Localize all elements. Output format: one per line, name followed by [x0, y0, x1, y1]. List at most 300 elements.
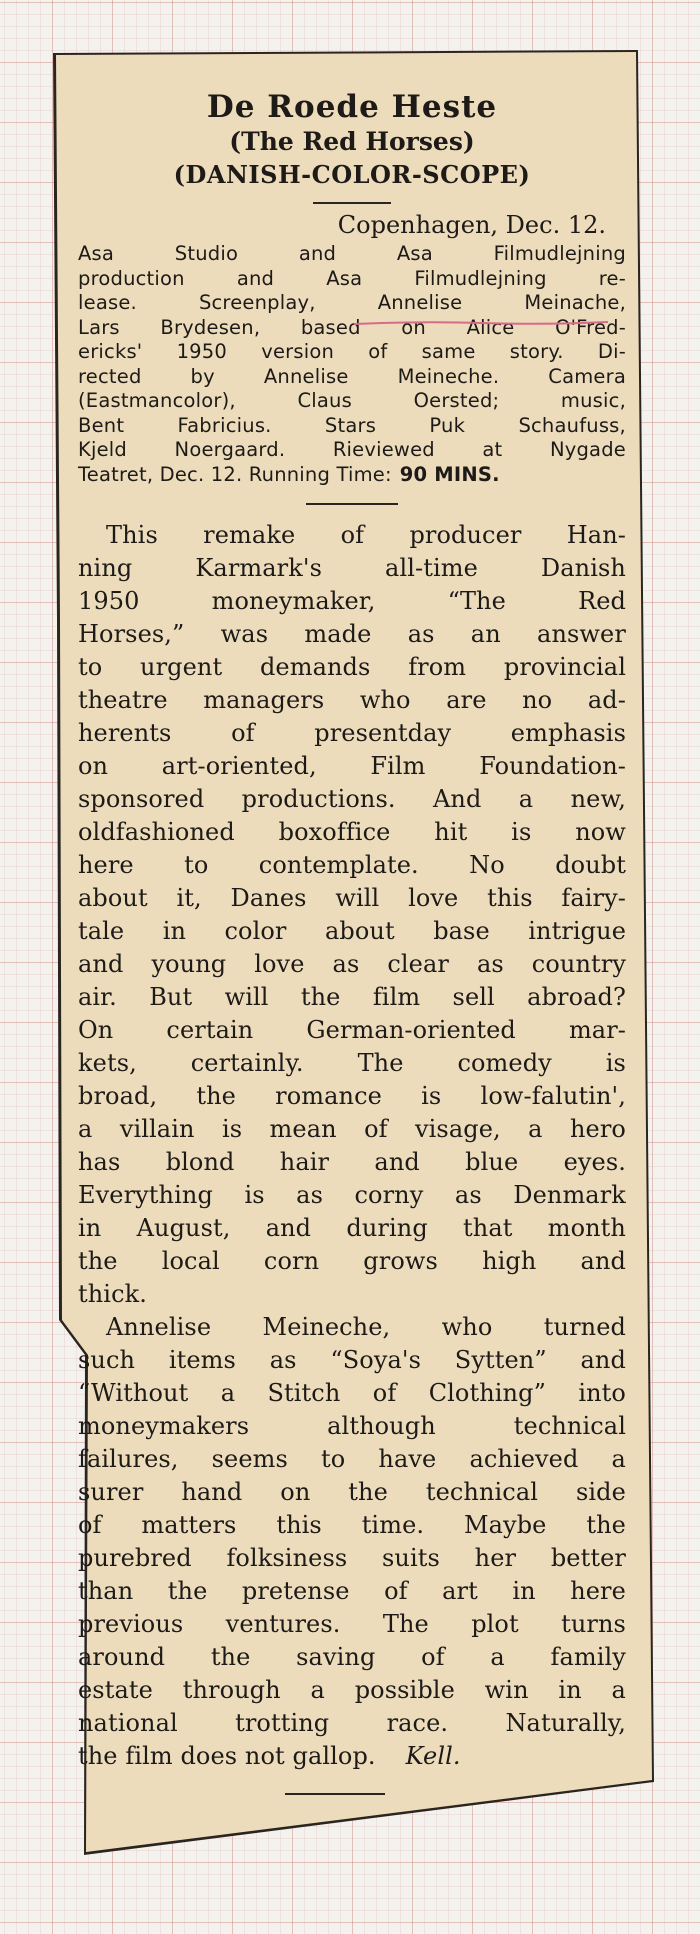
text-line	[78, 1542, 626, 1575]
word: the	[167, 1577, 208, 1605]
word: a	[611, 1445, 626, 1473]
word: side	[575, 1478, 626, 1506]
word: to	[78, 653, 103, 681]
word: of	[421, 1643, 445, 1671]
word: Film	[370, 752, 426, 780]
word: love	[408, 884, 459, 912]
word: Oersted;	[413, 389, 500, 412]
word: art-oriented,	[161, 752, 317, 780]
word: family	[550, 1643, 626, 1671]
word: urgent	[140, 653, 223, 681]
word: sponsored	[78, 785, 205, 813]
word: music,	[560, 389, 626, 412]
text-line	[78, 585, 626, 618]
word: doubt	[555, 851, 626, 879]
word: visage,	[415, 1115, 501, 1143]
word: into	[578, 1379, 626, 1407]
word: as	[332, 950, 360, 978]
word: Karmark's	[195, 554, 322, 582]
word: And	[432, 785, 482, 813]
text-line	[78, 1014, 626, 1047]
word: moneymaker,	[211, 587, 376, 615]
text-line	[78, 717, 626, 750]
text-line	[78, 783, 626, 816]
word: the	[586, 1511, 626, 1539]
word: suits	[382, 1544, 440, 1572]
word: boxoffice	[278, 818, 391, 846]
text-line	[78, 552, 626, 585]
word: has	[78, 1148, 121, 1176]
word: new,	[570, 785, 626, 813]
text-line	[78, 365, 626, 390]
word: Naturally,	[505, 1709, 626, 1737]
word: Filmudlejning	[414, 266, 547, 290]
text-line	[78, 1641, 626, 1674]
end-rule	[285, 1793, 385, 1795]
word: Clothing”	[428, 1379, 546, 1407]
word: Annelise	[263, 364, 349, 388]
word: all-time	[385, 554, 478, 582]
word: Meineche,	[262, 1313, 391, 1341]
word: have	[378, 1445, 437, 1473]
reviewer-signature: Kell.	[405, 1742, 461, 1770]
word: an	[470, 620, 501, 648]
word: emphasis	[510, 719, 626, 747]
word: production	[78, 266, 185, 290]
word: Brydesen,	[160, 315, 261, 339]
word: Meinache,	[524, 291, 626, 314]
word: comedy	[457, 1049, 552, 1077]
word: intrigue	[528, 917, 626, 945]
text-line	[78, 1575, 626, 1608]
word: of	[231, 719, 255, 747]
word: answer	[537, 620, 626, 648]
word: is	[421, 1082, 442, 1110]
text-line	[78, 948, 626, 981]
word: this	[487, 884, 533, 912]
word: low-falutin',	[480, 1082, 626, 1110]
word: now	[575, 818, 626, 846]
word: and	[265, 1214, 312, 1242]
word: about	[78, 884, 148, 912]
word: Alice	[466, 315, 515, 339]
headline-rule	[313, 202, 391, 204]
text-line	[78, 1113, 626, 1146]
word: and	[236, 266, 275, 290]
word: was	[220, 620, 269, 648]
text-line	[78, 816, 626, 849]
word: purebred	[78, 1544, 192, 1572]
word: tale	[78, 917, 125, 945]
text-line	[78, 1377, 626, 1410]
film-category: (DANISH-COLOR-SCOPE)	[173, 160, 531, 189]
word: on	[280, 1478, 311, 1506]
section-rule	[306, 503, 398, 505]
word: is	[244, 1181, 265, 1209]
word: No	[469, 851, 505, 879]
word: surer	[78, 1478, 144, 1506]
word: sell	[452, 983, 495, 1011]
word: such	[78, 1346, 136, 1374]
word: a	[78, 1115, 93, 1143]
word: mar-	[568, 1016, 626, 1044]
word: plot	[471, 1610, 519, 1638]
word: Puk	[429, 413, 466, 437]
word: are	[446, 686, 487, 714]
word: matters	[141, 1511, 237, 1539]
word: Screenplay,	[198, 291, 316, 314]
word: Denmark	[513, 1181, 626, 1209]
word: Claus	[297, 389, 352, 412]
word: O'Fred-	[555, 315, 626, 339]
word: at	[482, 438, 503, 461]
word: hair	[279, 1148, 330, 1176]
word: the	[348, 1478, 388, 1506]
word: base	[433, 917, 490, 945]
word: Kjeld	[78, 438, 127, 461]
word: a	[310, 1676, 325, 1704]
word: film	[372, 983, 421, 1011]
word: the	[210, 1643, 251, 1671]
text-line	[78, 750, 626, 783]
word: provincial	[503, 653, 626, 681]
word: technical	[425, 1478, 539, 1506]
word: “Without	[78, 1379, 189, 1407]
word: turned	[543, 1313, 626, 1341]
word: hit	[434, 818, 468, 846]
text-line	[78, 651, 626, 684]
word: Filmudlejning	[493, 242, 626, 265]
word: story.	[509, 340, 564, 363]
text-line	[78, 1080, 626, 1113]
word: saving	[296, 1643, 376, 1671]
word: will	[335, 884, 380, 912]
word: demands	[259, 653, 371, 681]
word: Asa	[326, 266, 363, 290]
word: as	[476, 950, 504, 978]
word: presentday	[314, 719, 452, 747]
word: 1950	[78, 587, 140, 615]
text-line	[78, 981, 626, 1014]
word: corny	[354, 1181, 424, 1209]
running-time: 90 MINS.	[399, 462, 500, 486]
word: The	[357, 1049, 404, 1077]
word: hero	[569, 1115, 626, 1143]
word: through	[182, 1676, 281, 1704]
text-line	[78, 1212, 626, 1245]
word: rected	[78, 364, 142, 388]
credits-block	[78, 242, 626, 487]
pink-pen-underline	[352, 320, 610, 326]
word: a	[611, 1676, 626, 1704]
word: producer	[409, 521, 522, 549]
word: items	[168, 1346, 236, 1374]
word: to	[184, 851, 209, 879]
text-line	[78, 1410, 626, 1443]
word: is	[511, 818, 532, 846]
word: in	[78, 1214, 102, 1242]
word: Bent	[78, 413, 125, 437]
word: around	[78, 1643, 166, 1671]
word: of	[372, 1379, 397, 1407]
review-article	[78, 88, 626, 1773]
word: than	[78, 1577, 134, 1605]
text-line	[78, 438, 626, 463]
word: as	[296, 1181, 323, 1209]
word: although	[327, 1412, 436, 1440]
word: on	[401, 315, 426, 339]
word: oldfashioned	[78, 818, 235, 846]
word: on	[78, 752, 109, 780]
word: Camera	[548, 364, 626, 388]
word: of	[364, 1115, 388, 1143]
word: who	[359, 686, 411, 714]
word: Foundation-	[479, 752, 626, 780]
word: Meineche.	[397, 364, 500, 388]
word: 1950	[176, 340, 228, 363]
word: “Soya's	[330, 1346, 422, 1374]
word: color	[224, 917, 287, 945]
word: love	[254, 950, 305, 978]
review-paragraph-2	[78, 1311, 626, 1773]
text-line	[78, 414, 626, 439]
word: Asa	[396, 242, 433, 265]
word: race.	[386, 1709, 449, 1737]
word: the	[78, 1247, 118, 1275]
word: win	[484, 1676, 529, 1704]
word: ning	[78, 554, 133, 582]
text-line	[78, 1245, 626, 1278]
word: theatre	[78, 686, 168, 714]
word: Danish	[540, 554, 626, 582]
word: The	[382, 1610, 429, 1638]
word: ventures.	[225, 1610, 341, 1638]
film-title: De Roede Heste	[206, 89, 498, 125]
text-line	[78, 1608, 626, 1641]
word: productions.	[241, 785, 396, 813]
word: in	[558, 1676, 582, 1704]
word: Sytten”	[454, 1346, 547, 1374]
word: as	[407, 620, 435, 648]
word: re-	[598, 266, 626, 290]
word: month	[547, 1214, 626, 1242]
word: previous	[78, 1610, 184, 1638]
text-line	[78, 463, 626, 488]
word: hand	[181, 1478, 243, 1506]
text-line: thick.	[78, 1280, 147, 1308]
word: German-oriented	[306, 1016, 516, 1044]
text-line	[78, 849, 626, 882]
word: of	[340, 521, 365, 549]
word: of	[78, 1511, 102, 1539]
text-line	[78, 267, 626, 292]
word: the	[300, 983, 341, 1011]
word: blond	[165, 1148, 235, 1176]
text-line	[78, 1311, 626, 1344]
word: based	[300, 315, 361, 339]
word: villain	[119, 1115, 195, 1143]
word: achieved	[469, 1445, 579, 1473]
word: pretense	[241, 1577, 350, 1605]
english-title: (The Red Horses)	[229, 127, 475, 156]
word: national	[78, 1709, 178, 1737]
word: abroad?	[527, 983, 626, 1011]
word: made	[304, 620, 372, 648]
headline-block	[78, 88, 626, 192]
word: ericks'	[78, 340, 143, 363]
word: as	[269, 1346, 297, 1374]
word: and	[78, 950, 124, 978]
word: broad,	[78, 1082, 158, 1110]
word: version	[261, 340, 335, 363]
word: Studio	[174, 242, 239, 265]
word: a	[518, 785, 534, 813]
text-line	[78, 1707, 626, 1740]
word: romance	[275, 1082, 382, 1110]
word: local	[161, 1247, 220, 1275]
text-line	[78, 389, 626, 414]
word: This	[106, 521, 158, 549]
word: same	[421, 340, 476, 363]
word: air.	[78, 983, 117, 1011]
word: and	[298, 242, 337, 265]
word: to	[321, 1445, 346, 1473]
text-line	[78, 1740, 626, 1773]
word: herents	[78, 719, 172, 747]
text-line	[78, 684, 626, 717]
word: the	[196, 1082, 236, 1110]
word: in	[512, 1577, 536, 1605]
word: blue	[465, 1148, 519, 1176]
word: managers	[203, 686, 325, 714]
word: this	[276, 1511, 322, 1539]
word: here	[78, 851, 134, 879]
text-line	[78, 1179, 626, 1212]
word: who	[441, 1313, 493, 1341]
text-line	[78, 1146, 626, 1179]
word: Noergaard.	[174, 438, 286, 461]
word: Di-	[597, 340, 626, 363]
word: in	[162, 917, 187, 945]
word: mean	[269, 1115, 337, 1143]
text-line	[78, 1476, 626, 1509]
word: Asa	[78, 242, 115, 265]
word: during	[346, 1214, 428, 1242]
word: possible	[354, 1676, 455, 1704]
word: and	[580, 1346, 626, 1374]
word: Rieviewed	[332, 438, 435, 461]
word: by	[190, 364, 215, 388]
text-line	[78, 519, 626, 552]
word: is	[605, 1049, 626, 1077]
word: failures,	[78, 1445, 179, 1473]
word: a	[220, 1379, 236, 1407]
word: grows	[363, 1247, 438, 1275]
word: Everything	[78, 1181, 213, 1209]
word: as	[454, 1181, 482, 1209]
word: folksiness	[226, 1544, 348, 1572]
text-line	[78, 340, 626, 365]
word: is	[221, 1115, 243, 1143]
text-line	[78, 618, 626, 651]
word: a	[528, 1115, 543, 1143]
text-line	[78, 1509, 626, 1542]
word: kets,	[78, 1049, 137, 1077]
word: Stitch	[267, 1379, 341, 1407]
word: Stars	[324, 413, 377, 437]
word: Nygade	[549, 438, 626, 461]
word: Annelise	[106, 1313, 212, 1341]
word: better	[550, 1544, 626, 1572]
text-line	[78, 1443, 626, 1476]
word: moneymakers	[78, 1412, 250, 1440]
text-line	[78, 915, 626, 948]
closing-sentence: the film does not gallop.	[78, 1742, 376, 1770]
word: clear	[387, 950, 449, 978]
word: Lars	[78, 315, 120, 339]
word: here	[570, 1577, 626, 1605]
word: high	[482, 1247, 537, 1275]
word: On	[78, 1016, 114, 1044]
text-line	[78, 1344, 626, 1377]
word: lease.	[78, 291, 137, 314]
word: art	[442, 1577, 478, 1605]
word: certainly.	[190, 1049, 304, 1077]
word: Danes	[230, 884, 307, 912]
word: her	[474, 1544, 517, 1572]
word: a	[490, 1643, 505, 1671]
word: eyes.	[563, 1148, 626, 1176]
word: and	[374, 1148, 420, 1176]
word: certain	[166, 1016, 254, 1044]
word: Horses,”	[78, 620, 185, 648]
text-line	[78, 882, 626, 915]
word: Schaufuss,	[518, 413, 626, 437]
word: will	[224, 983, 269, 1011]
word: trotting	[235, 1709, 330, 1737]
text-line	[78, 1047, 626, 1080]
word: seems	[211, 1445, 288, 1473]
word: young	[151, 950, 227, 978]
word: ad-	[587, 686, 626, 714]
word: of	[368, 340, 388, 363]
word: country	[531, 950, 626, 978]
word: technical	[513, 1412, 626, 1440]
text-line	[78, 242, 626, 267]
word: of	[384, 1577, 408, 1605]
word: contemplate.	[258, 851, 419, 879]
word: Fabricius.	[177, 413, 272, 437]
word: Han-	[566, 521, 626, 549]
word: Red	[578, 587, 626, 615]
word: no	[522, 686, 553, 714]
word: it,	[176, 884, 202, 912]
word: corn	[263, 1247, 320, 1275]
word: about	[324, 917, 395, 945]
word: remake	[203, 521, 296, 549]
word: Annelise	[377, 291, 463, 314]
review-info: Teatret, Dec. 12. Running Time:	[78, 462, 392, 486]
word: from	[408, 653, 467, 681]
word: turns	[561, 1610, 626, 1638]
word: (Eastmancolor),	[78, 389, 236, 412]
word: But	[149, 983, 193, 1011]
word: August,	[136, 1214, 231, 1242]
word: that	[463, 1214, 513, 1242]
word: estate	[78, 1676, 153, 1704]
word: Maybe	[463, 1511, 547, 1539]
word: fairy-	[561, 884, 626, 912]
